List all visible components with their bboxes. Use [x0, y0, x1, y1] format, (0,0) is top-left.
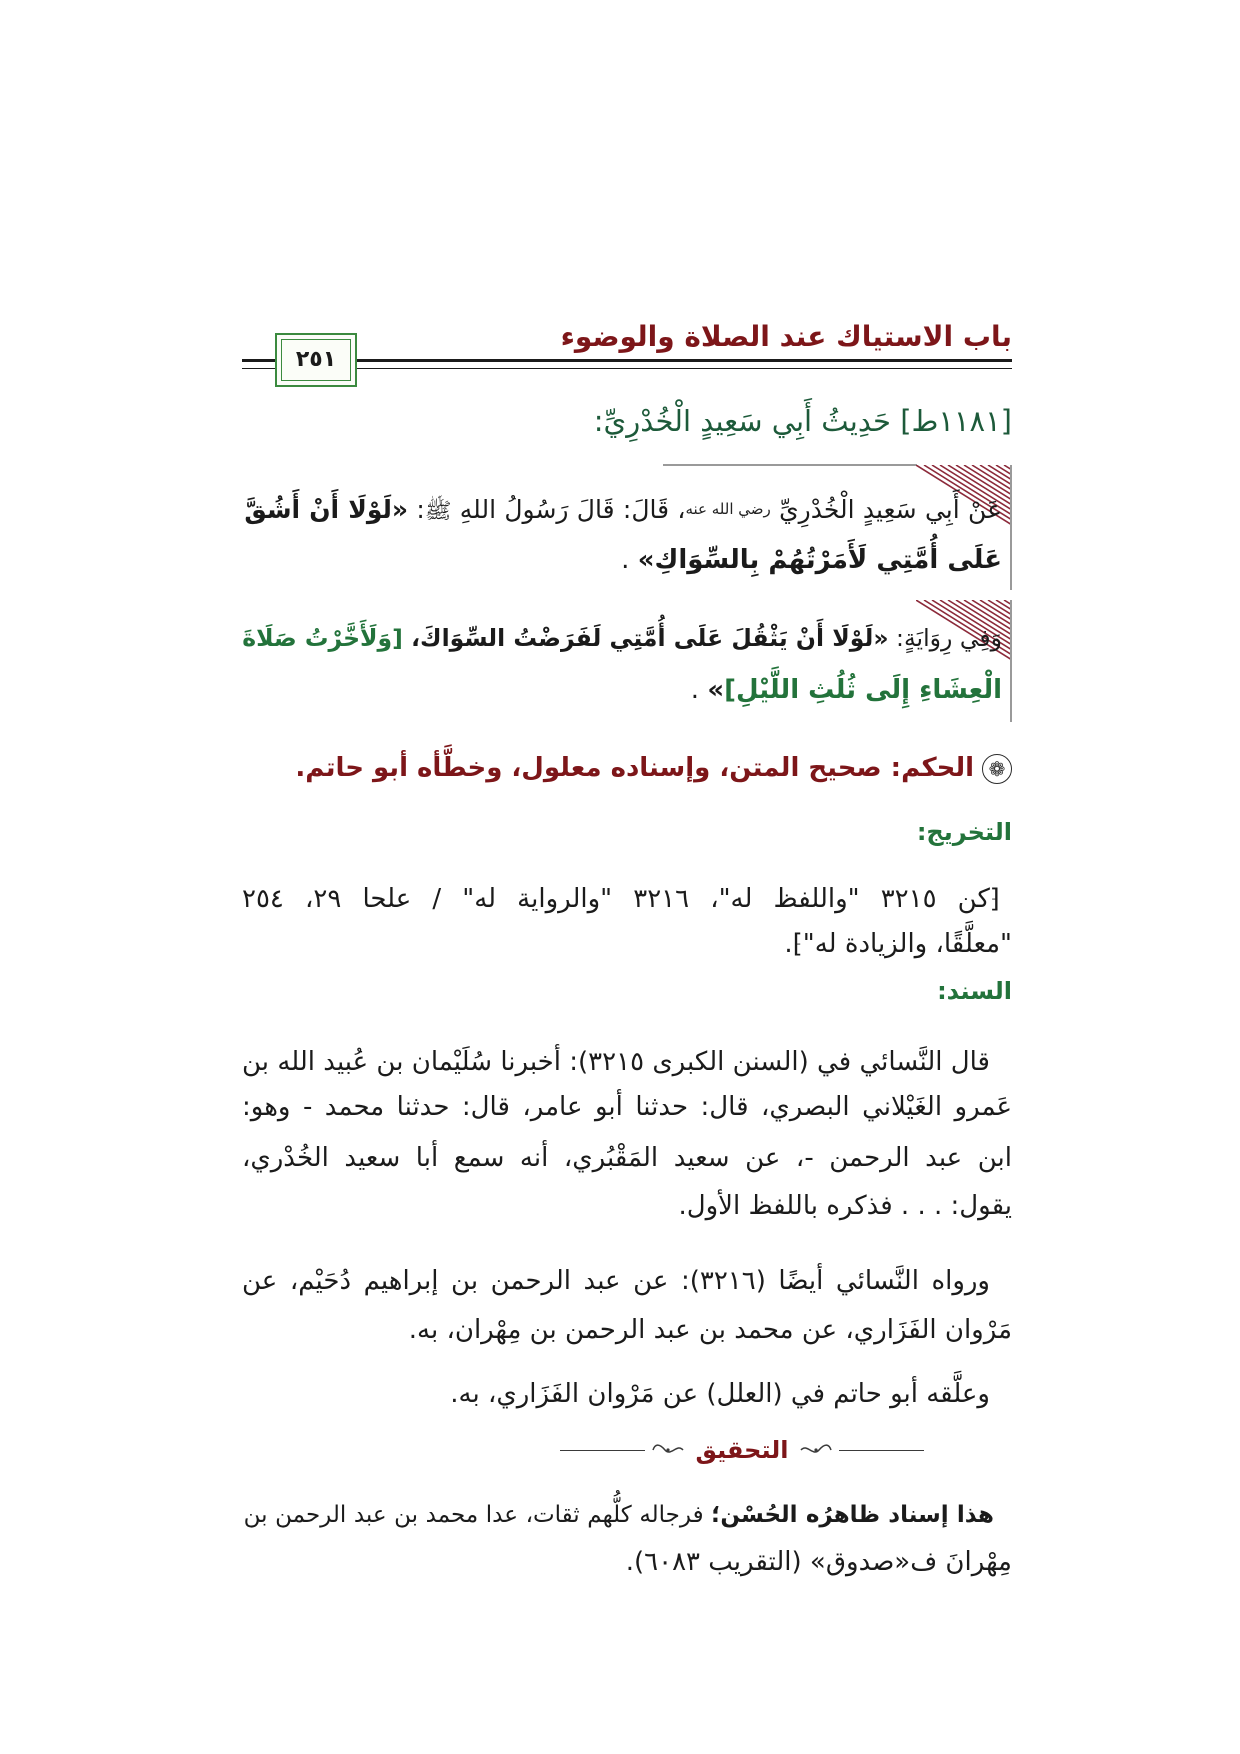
sanad-p1-line-3: ابن عبد الرحمن -، عن سعيد المَقْبُري، أنه سمع أبا سعيد الخُدْري، [242, 1143, 1012, 1173]
hadith-title: حَدِيثُ أَبِي سَعِيدٍ الْخُدْرِيِّ: [593, 404, 891, 438]
header-rule-left-thin [242, 368, 275, 369]
narration-1-colon: : [408, 495, 425, 524]
narration-2-end: . [690, 675, 708, 705]
separator-rule [560, 1450, 645, 1451]
narration-1-line-2 [242, 537, 1012, 583]
narration-1-quote-start: «لَوْلَا أَنْ أَشُقَّ [244, 495, 409, 524]
narration-2-line-1 [242, 615, 1012, 661]
tahqiq-label: التحقيق [695, 1436, 789, 1464]
narration-1-intro: عَنْ أَبِي سَعِيدٍ الْخُدْرِيِّ [770, 495, 1002, 524]
tahqiq-lead: هذا إسناد ظاهرُه الحُسْن؛ [711, 1502, 994, 1528]
narration-1-attribution: ، قَالَ: قَالَ رَسُولُ اللهِ [451, 495, 686, 524]
page-number: ٢٥١ [295, 347, 337, 372]
tahqiq-line-1 [242, 1492, 1012, 1538]
narration-2-line-2 [242, 667, 1012, 713]
narration-2-quote: «لَوْلَا أَنْ يَثْقُلَ عَلَى أُمَّتِي لَفَرَضْتُ السِّوَاكَ، [402, 624, 889, 652]
swirl-ornament-icon [651, 1442, 685, 1458]
salla-honorific: ﷺ [424, 499, 452, 524]
running-header-title: باب الاستياك عند الصلاة والوضوء [560, 320, 1012, 353]
ruling-text: صحيح المتن، وإسناده معلول، وخطَّأه أبو حاتم. [295, 753, 891, 783]
sanad-p1-line-4: يقول: . . . فذكره باللفظ الأول. [678, 1191, 1012, 1221]
narration-2-intro: وَفِي رِوَايَةٍ: [888, 624, 1002, 652]
narration-2-addition-end: الْعِشَاءِ إِلَى ثُلُثِ اللَّيْلِ] [724, 675, 1002, 705]
tahqiq-line-2: مِهْرانَ ف«صدوق» (التقريب ٦٠٨٣). [625, 1547, 1012, 1577]
header-rule-left [242, 359, 275, 362]
sanad-p2-line-1: ورواه النَّسائي أيضًا (٣٢١٦): عن عبد الرحمن بن إبراهيم دُحَيْم، عن [242, 1266, 990, 1296]
ruling-label: الحكم: [890, 753, 974, 783]
heading-underline [663, 464, 917, 466]
header-rule-right [357, 359, 1012, 362]
ruling-line [242, 745, 1012, 791]
takhrij-label: التخريج: [916, 818, 1012, 846]
narration-1-line-1 [242, 486, 1012, 532]
takhrij-line-1: ⁅كن ٣٢١٥ "واللفظ له"، ٣٢١٦ "والرواية له" / علحا ٢٩، ٢٥٤ [242, 884, 1000, 914]
tahqiq-separator [560, 1428, 924, 1472]
radiyallahu-anhu-honorific: رضي الله عنه [685, 500, 771, 518]
swirl-ornament-icon [799, 1442, 833, 1458]
page-number-frame [275, 333, 357, 387]
takhrij-line-2: "معلَّقًا، والزيادة له"⁆. [784, 929, 1012, 959]
narration-1-quote-end: عَلَى أُمَّتِي لَأَمَرْتُهُمْ بِالسِّوَاكِ» [637, 545, 1002, 575]
separator-rule [839, 1450, 924, 1451]
sanad-label: السند: [937, 977, 1012, 1005]
hadith-number: [١١٨١ط] [900, 404, 1012, 438]
sanad-p3-line-1: وعلَّقه أبو حاتم في (العلل) عن مَرْوان الفَزَاري، به. [450, 1379, 990, 1409]
sanad-p1-line-1: قال النَّسائي في (السنن الكبرى ٣٢١٥): أخبرنا سُلَيْمان بن عُبيد الله بن [242, 1047, 990, 1077]
sanad-p1-line-2: عَمرو الغَيْلاني البصري، قال: حدثنا أبو عامر، قال: حدثنا محمد - وهو: [242, 1092, 1012, 1122]
narration-2-quote-close: » [707, 675, 725, 705]
narration-1-end: . [621, 545, 638, 575]
sanad-p2-line-2: مَرْوان الفَزَاري، عن محمد بن عبد الرحمن بن مِهْران، به. [408, 1315, 1012, 1345]
hadith-heading [242, 398, 1012, 444]
narration-2-addition-start: [وَلَأَخَّرْتُ صَلَاةَ [242, 624, 403, 652]
tahqiq-rest: فرجاله كلُّهم ثقات، عدا محمد بن عبد الرحمن بن [243, 1502, 712, 1528]
flower-ornament-icon [982, 754, 1012, 784]
header-rule-right-thin [357, 368, 1012, 369]
